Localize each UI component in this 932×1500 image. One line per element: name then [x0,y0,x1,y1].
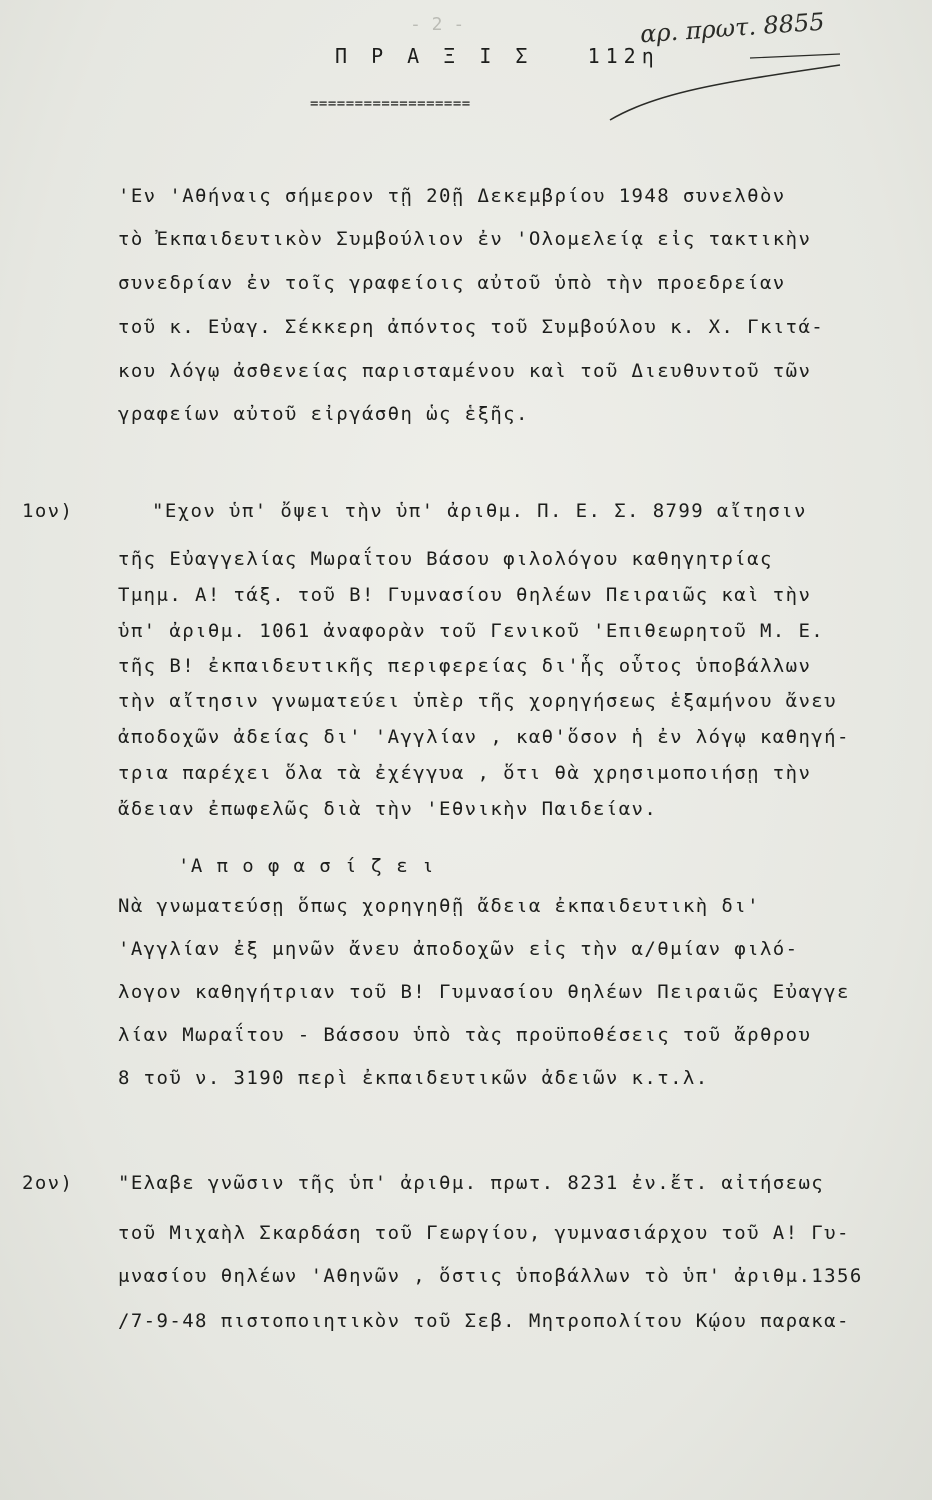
page-title: Π Ρ Α Ξ Ι Σ 112η [335,44,660,68]
title-underline: ================== [310,96,471,112]
item1-line: ἀποδοχῶν ἀδείας δι' 'Αγγλίαν , καθ'ὅσον ἡ ἐν λόγῳ καθηγή- [118,726,850,748]
decision-line: 'Αγγλίαν ἐξ μηνῶν ἄνευ ἀποδοχῶν εἰς τὴν α/θμίαν φιλό- [118,938,799,960]
item1-line: Τμημ. Α! τάξ. τοῦ Β! Γυμνασίου θηλέων Πειραιῶς καὶ τὴν [118,584,812,606]
decision-line: Νὰ γνωματεύσῃ ὅπως χορηγηθῇ ἄδεια ἐκπαιδευτικὴ δι' [118,895,760,917]
item1-line: "Εχον ὑπ' ὄψει τὴν ὑπ' ἀριθμ. Π. Ε. Σ. 8799 αἴτησιν [152,500,807,522]
decision-line: λίαν Μωραΐτου - Βάσσου ὑπὸ τὰς προϋποθέσεις τοῦ ἄρθρου [118,1024,812,1046]
item2-line: "Ελαβε γνῶσιν τῆς ὑπ' ἀριθμ. πρωτ. 8231 ἐν.ἔτ. αἰτήσεως [118,1172,825,1194]
item1-line: τῆς Β! ἐκπαιδευτικῆς περιφερείας δι'ἧς οὗτος ὑποβάλλων [118,655,812,677]
intro-line: 'Εν 'Αθήναις σήμερον τῇ 20ῇ Δεκεμβρίου 1948 συνελθὸν [118,185,786,207]
item-number: 1ον) [22,500,74,522]
intro-line: γραφείων αὐτοῦ εἰργάσθη ὡς ἑξῆς. [118,403,529,425]
item1-line: ἄδειαν ἐπωφελῶς διὰ τὴν 'Εθνικὴν Παιδείαν. [118,798,658,820]
decision-line: 8 τοῦ ν. 3190 περὶ ἐκπαιδευτικῶν ἀδειῶν κ.τ.λ. [118,1067,709,1089]
page-number: - 2 - [410,14,465,35]
intro-line: συνεδρίαν ἐν τοῖς γραφείοις αὐτοῦ ὑπὸ τὴν προεδρείαν [118,272,786,294]
intro-line: τοῦ κ. Εὐαγ. Σέκκερη ἀπόντος τοῦ Συμβούλου κ. Χ. Γκιτά- [118,316,825,338]
decision-line: λογον καθηγήτριαν τοῦ Β! Γυμνασίου θηλέων Πειραιῶς Εὐαγγε [118,981,850,1003]
item1-line: τρια παρέχει ὅλα τὰ ἐχέγγυα , ὅτι θὰ χρησιμοποιήσῃ τὴν [118,762,812,784]
item1-line: τῆς Εὐαγγελίας Μωραΐτου Βάσου φιλολόγου καθηγητρίας [118,548,773,570]
item1-line: τὴν αἴτησιν γνωματεύει ὑπὲρ τῆς χορηγήσεως ἑξαμήνου ἄνευ [118,690,837,712]
item2-line: μνασίου θηλέων 'Αθηνῶν , ὅστις ὑποβάλλων τὸ ὑπ' ἀριθμ.1356 [118,1265,863,1287]
item-number: 2ον) [22,1172,74,1194]
decision-heading: 'Α π ο φ α σ ί ζ ε ι [178,855,435,877]
intro-line: τὸ Ἐκπαιδευτικὸν Συμβούλιον ἐν 'Ολομελείᾳ εἰς τακτικὴν [118,228,812,250]
intro-line: κου λόγῳ ἀσθενείας παρισταμένου καὶ τοῦ Διευθυντοῦ τῶν [118,360,812,382]
item2-line: /7-9-48 πιστοποιητικὸν τοῦ Σεβ. Μητροπολίτου Κῴου παρακα- [118,1310,850,1332]
handwritten-protocol-number: αρ. πρωτ. 8855 [639,7,826,49]
item1-line: ὑπ' ἀριθμ. 1061 ἀναφορὰν τοῦ Γενικοῦ 'Επιθεωρητοῦ Μ. Ε. [118,620,825,642]
item2-line: τοῦ Μιχαὴλ Σκαρδάση τοῦ Γεωργίου, γυμνασιάρχου τοῦ Α! Γυ- [118,1222,850,1244]
